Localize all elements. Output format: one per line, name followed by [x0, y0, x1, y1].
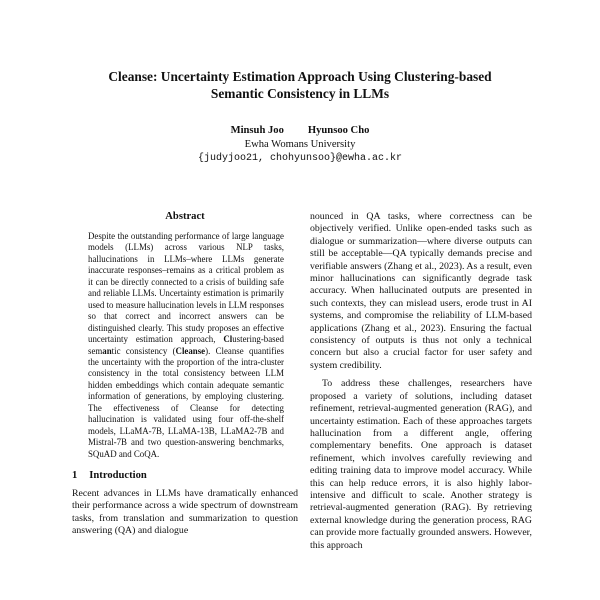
affiliation: Ewha Womans University: [244, 139, 356, 150]
paper-title: [60, 68, 540, 102]
abstract-heading: Abstract: [165, 211, 205, 222]
author-emails: {judyjoo21, chohyunsoo}@ewha.ac.kr: [197, 153, 403, 164]
author-name: Hyunsoo Cho: [307, 125, 370, 136]
body-paragraph: nounced in QA tasks, where correctness can be objectively verified. Unlike open-ended tasks such as dialogue or summarization—where diverse outputs can still be acceptable—QA typically demands precise and verifiable answers (Zhang et al., 2023). As a result, even minor hallucinations can significantly degrade task accuracy. When hallucinated outputs are presented in such contexts, they can mislead users, erode trust in AI systems, and compromise the reliability of LLM-based applications (Zhang et al., 2023). Ensuring the factual consistency of outputs is thus not only a technical concern but also a crucial factor for user safety and system credibility.: [310, 211, 532, 371]
right-column: [310, 211, 532, 552]
body-paragraph: To address these challenges, researchers have proposed a variety of solutions, including dataset refinement, retrieval-augmented generation (RAG), and uncertainty estimation. Each of these approaches targets hallucination from a different angle, offering complementary benefits. One approach is dataset refinement, which involves carefully reviewing and editing training data to improve model accuracy. While this can help reduce errors, it is also highly labor-intensive and difficult to scale. Another strategy is retrieval-augmented generation (RAG). By retrieving external knowledge during the generation process, RAG can provide more factually grounded answers. However, this approach: [310, 378, 532, 551]
introduction-paragraph: Recent advances in LLMs have dramatically enhanced their performance across a wide spectrum of downstream tasks, from translation and summarization to question answering (QA) and dialogue: [72, 488, 298, 537]
author-name: Minsuh Joo: [230, 125, 284, 136]
section-title: Introduction: [89, 470, 147, 482]
paper-title-line-1: Cleanse: Uncertainty Estimation Approach Using Clustering-based: [108, 69, 492, 84]
abstract-text: Despite the outstanding performance of large language models (LLMs) across various NLP tasks, hallucinations in LLMs–where LLMs generate inaccurate responses–remains as a critical problem as it can be directly connected to a crisis of building safe and reliable LLMs. Uncertainty estimation is primarily used to measure hallucination levels in LLM responses so that correct and incorrect answers can be distinguished clearly. This study proposes an effective uncertainty estimation approach, Clustering-based semantic consistency (Cleanse). Cleanse quantifies the uncertainty with the proportion of the intra-cluster consistency in the total consistency between LLM hidden embeddings which contain adequate semantic information of generations, by employing clustering. The effectiveness of Cleanse for detecting hallucination is validated using four off-the-shelf models, LLaMA-7B, LLaMA-13B, LLaMA2-7B and Mistral-7B and two question-answering benchmarks, SQuAD and CoQA.: [88, 231, 285, 459]
author-block: [60, 124, 540, 166]
author-names: [60, 124, 540, 138]
section-heading-introduction: [72, 469, 298, 483]
section-number: 1: [72, 470, 78, 482]
paper-title-line-2: Semantic Consistency in LLMs: [210, 86, 390, 101]
left-column: [72, 210, 298, 538]
